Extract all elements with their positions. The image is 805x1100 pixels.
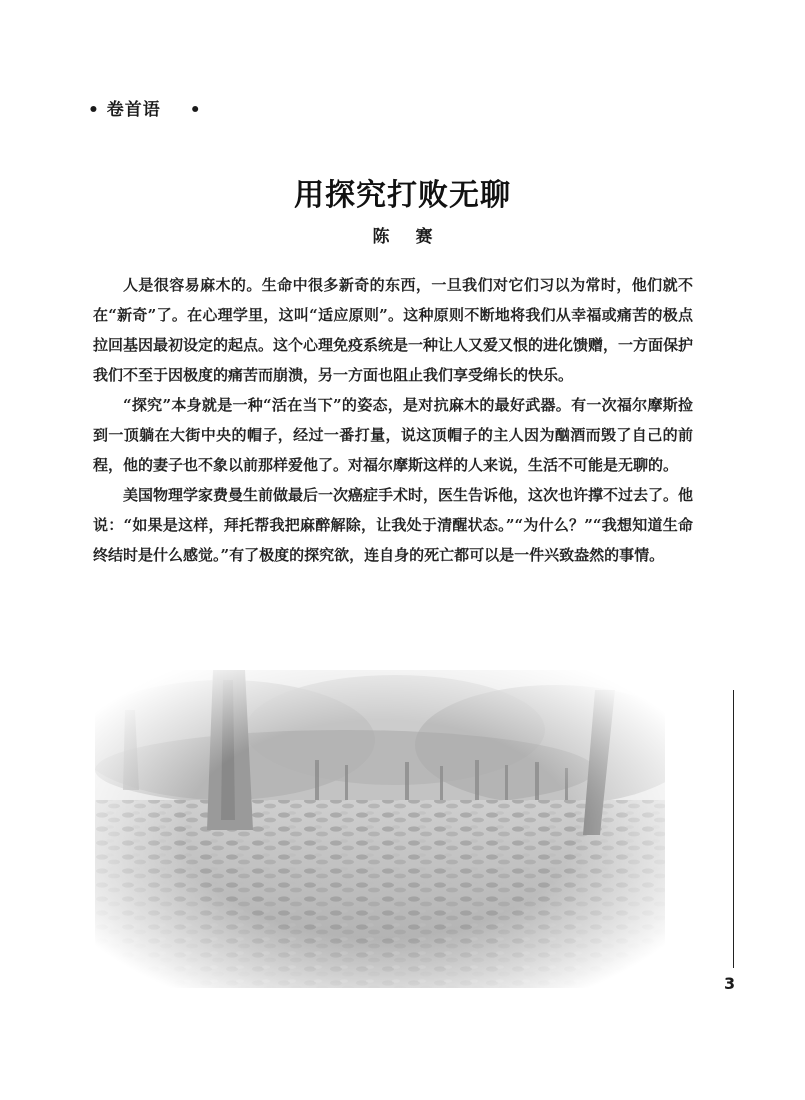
bullet-right: • [189,100,202,120]
forest-photo [95,670,665,988]
article-body [93,270,693,570]
paragraph-3: 美国物理学家费曼生前做最后一次癌症手术时，医生告诉他，这次也许撑不过去了。他说：“如果是这样，拜托帮我把麻醉解除，让我处于清醒状态。”“为什么？”“我想知道生命终结时是什么感觉。”有了极度的探究欲，连自身的死亡都可以是一件兴致盎然的事情。 [93,486,694,564]
page-number: 3 [724,974,736,993]
section-label [88,95,202,120]
section-label-text: 卷首语 [106,100,161,120]
bullet-left: • [88,100,100,120]
margin-rule [733,690,734,968]
article-title: 用探究打败无聊 [294,178,511,213]
paragraph-2: “探究”本身就是一种“活在当下”的姿态，是对抗麻木的最好武器。有一次福尔摩斯捡到一顶躺在大街中央的帽子，经过一番打量，说这顶帽子的主人因为酗酒而毁了自己的前程，他的妻子也不象以前那样爱他了。对福尔摩斯这样的人来说，生活不可能是无聊的。 [93,396,693,474]
paragraph-1: 人是很容易麻木的。生命中很多新奇的东西，一旦我们对它们习以为常时，他们就不在“新奇”了。在心理学里，这叫“适应原则”。这种原则不断地将我们从幸福或痛苦的极点拉回基因最初设定的起点。这个心理免疫系统是一种让人又爱又恨的进化馈赠，一方面保护我们不至于因极度的痛苦而崩溃，另一方面也阻止我们享受绵长的快乐。 [93,276,694,384]
article-author: 陈赛 [372,227,459,247]
